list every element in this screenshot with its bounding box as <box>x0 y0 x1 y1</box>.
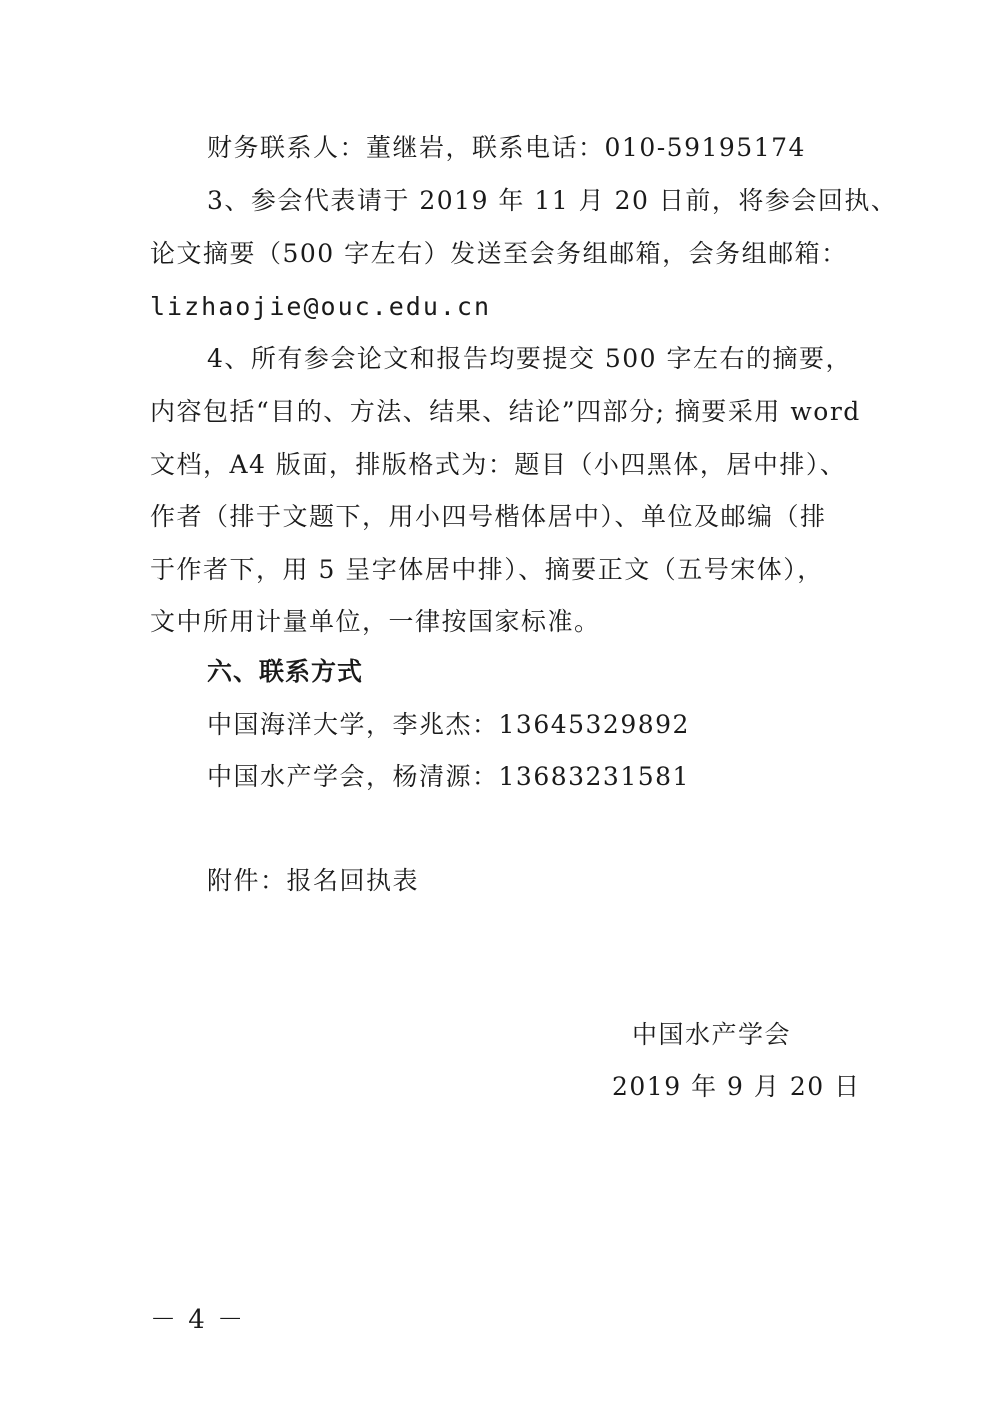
paragraph-4-line-2: 内容包括“目的、方法、结果、结论”四部分; 摘要采用 word <box>150 397 861 426</box>
paragraph-4-line-3: 文档，A4 版面，排版格式为：题目（小四黑体，居中排）、 <box>150 450 847 479</box>
paragraph-4-line-6: 文中所用计量单位，一律按国家标准。 <box>150 607 601 636</box>
email-address: lizhaojie@ouc.edu.cn <box>150 292 492 321</box>
paragraph-4-line-5: 于作者下，用 5 呈字体居中排）、摘要正文（五号宋体）， <box>150 555 824 584</box>
paragraph-4-line-4: 作者（排于文题下，用小四号楷体居中）、单位及邮编（排 <box>150 502 827 531</box>
attachment-note: 附件：报名回执表 <box>207 866 420 895</box>
section-heading-contact: 六、联系方式 <box>207 657 364 686</box>
finance-contact-line: 财务联系人：董继岩，联系电话：010-59195174 <box>207 133 806 162</box>
contact-fisheries-society: 中国水产学会，杨清源：13683231581 <box>207 762 690 791</box>
contact-ocean-university: 中国海洋大学，李兆杰：13645329892 <box>207 710 690 739</box>
signature-organization: 中国水产学会 <box>632 1020 792 1049</box>
paragraph-3-line-1: 3、参会代表请于 2019 年 11 月 20 日前，将参会回执、 <box>207 186 898 215</box>
page-number: － 4 － <box>150 1305 246 1335</box>
signature-date: 2019 年 9 月 20 日 <box>612 1072 861 1101</box>
paragraph-4-line-1: 4、所有参会论文和报告均要提交 500 字左右的摘要， <box>207 344 853 373</box>
paragraph-3-line-2: 论文摘要（500 字左右）发送至会务组邮箱，会务组邮箱： <box>150 239 848 268</box>
